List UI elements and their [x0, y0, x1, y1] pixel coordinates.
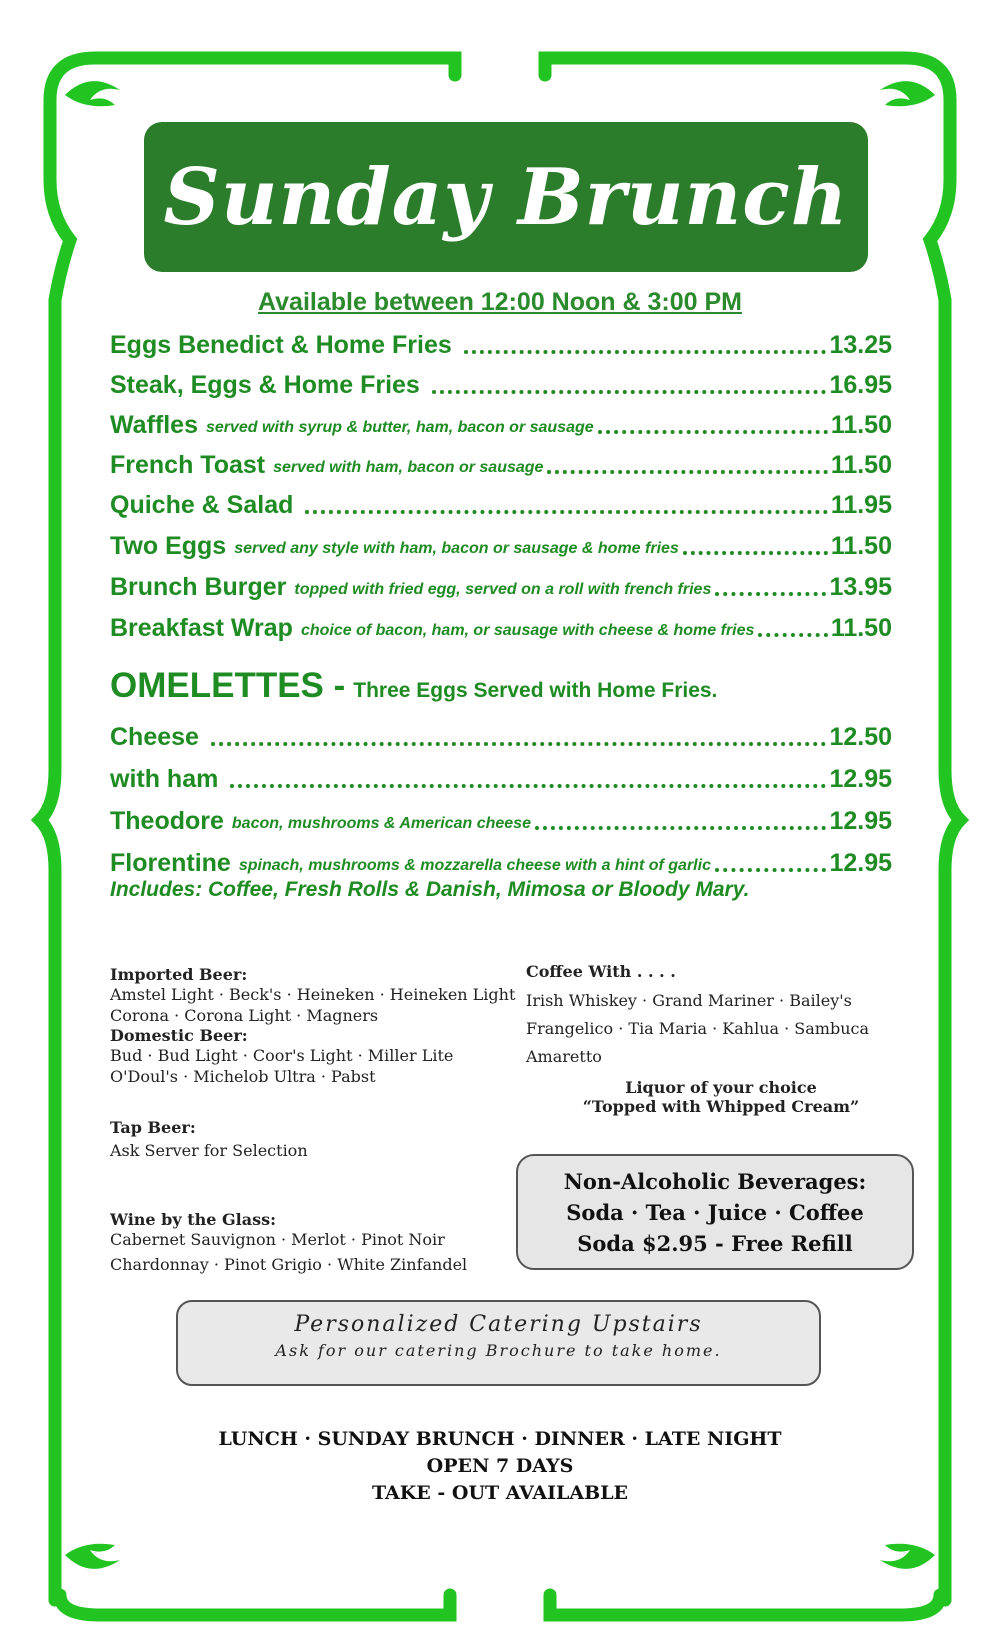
wine-section — [110, 1210, 467, 1275]
tap-beer-section — [110, 1118, 308, 1161]
imported-beer-line: Corona · Corona Light · Magners — [110, 1006, 379, 1025]
dot-leader — [535, 816, 826, 830]
menu-item-desc: topped with fried egg, served on a roll with french fries — [294, 581, 712, 598]
menu-item-price: 11.50 — [830, 451, 892, 479]
menu-item-price: 11.50 — [830, 532, 892, 560]
liquor-line: “Topped with Whipped Cream” — [582, 1097, 860, 1116]
omelettes-title: OMELETTES - — [110, 666, 346, 705]
menu-item — [110, 562, 892, 602]
menu-item-name: Brunch Burger — [110, 573, 287, 601]
menu-item-price: 12.50 — [829, 723, 892, 751]
non-alcoholic-box — [516, 1154, 914, 1270]
menu-item — [110, 480, 892, 520]
catering-box — [176, 1300, 821, 1386]
footer-open-line: OPEN 7 DAYS — [426, 1455, 574, 1477]
menu-item-name: Waffles — [110, 411, 198, 439]
coffee-with-line: Frangelico · Tia Maria · Kahlua · Sambuca — [526, 1019, 870, 1038]
dot-leader — [305, 500, 827, 514]
tap-beer-line: Ask Server for Selection — [110, 1141, 308, 1160]
menu-item-price: 13.25 — [829, 331, 892, 359]
menu-item-desc: served with syrup & butter, ham, bacon or sausage — [205, 419, 594, 436]
non-alcoholic-line: Soda $2.95 - Free Refill — [577, 1231, 853, 1256]
menu-item-price: 11.50 — [830, 411, 892, 439]
imported-beer-heading: Imported Beer: — [110, 965, 248, 984]
menu-item-price: 12.95 — [829, 849, 892, 877]
dot-leader — [598, 420, 828, 434]
dot-leader — [464, 340, 827, 354]
menu-item — [110, 400, 892, 440]
dot-leader — [683, 541, 828, 555]
menu-item-name: Quiche & Salad — [110, 491, 294, 519]
menu-item-name: Steak, Eggs & Home Fries — [110, 371, 420, 399]
wine-line: Cabernet Sauvignon · Merlot · Pinot Noir — [110, 1230, 445, 1249]
dot-leader — [547, 460, 827, 474]
menu-item — [110, 320, 892, 360]
menu-item-desc: choice of bacon, ham, or sausage with cheese & home fries — [300, 622, 755, 639]
imported-beer-line: Amstel Light · Beck's · Heineken · Heineken Light — [110, 985, 516, 1004]
availability-note: Available between 12:00 Noon & 3:00 PM — [258, 288, 742, 316]
wine-heading: Wine by the Glass: — [110, 1210, 277, 1229]
menu-item-price: 13.95 — [829, 573, 892, 601]
omelettes-heading — [110, 666, 717, 706]
page-title: Sunday Brunch — [163, 151, 849, 243]
menu-item-name: Cheese — [110, 723, 199, 751]
menu-item-price: 11.95 — [830, 491, 892, 519]
menu-item-name: French Toast — [110, 451, 266, 479]
menu-item-name: Florentine — [110, 849, 231, 877]
catering-subtitle: Ask for our catering Brochure to take home. — [275, 1341, 722, 1360]
domestic-beer-heading: Domestic Beer: — [110, 1026, 248, 1045]
footer-takeout-line: TAKE - OUT AVAILABLE — [371, 1482, 629, 1504]
dot-leader — [715, 858, 826, 872]
menu-item-name: Eggs Benedict & Home Fries — [110, 331, 452, 359]
menu-item-name: with ham — [110, 765, 219, 793]
footer-hours-line: LUNCH · SUNDAY BRUNCH · DINNER · LATE NIGHT — [218, 1428, 782, 1450]
dot-leader — [230, 774, 826, 788]
non-alcoholic-line: Soda · Tea · Juice · Coffee — [566, 1200, 864, 1225]
liquor-note — [526, 1078, 916, 1116]
menu-item — [110, 838, 892, 878]
imported-beer-section — [110, 965, 515, 1087]
menu-item-price: 16.95 — [829, 371, 892, 399]
coffee-with-heading: Coffee With . . . . — [526, 962, 676, 981]
omelettes-subtitle: Three Eggs Served with Home Fries. — [353, 679, 718, 702]
menu-item — [110, 712, 892, 752]
coffee-with-line: Amaretto — [526, 1047, 602, 1066]
menu-item-desc: bacon, mushrooms & American cheese — [231, 815, 531, 832]
domestic-beer-line: Bud · Bud Light · Coor's Light · Miller Lite — [110, 1046, 454, 1065]
tap-beer-heading: Tap Beer: — [110, 1118, 196, 1137]
menu-item — [110, 796, 892, 836]
menu-item-name: Breakfast Wrap — [110, 614, 293, 642]
menu-item — [110, 521, 892, 561]
menu-item-name: Theodore — [110, 807, 224, 835]
coffee-with-line: Irish Whiskey · Grand Mariner · Bailey's — [526, 991, 852, 1010]
includes-note: Includes: Coffee, Fresh Rolls & Danish, Mimosa or Bloody Mary. — [110, 878, 750, 901]
menu-item — [110, 603, 892, 643]
dot-leader — [715, 582, 826, 596]
coffee-with-section — [526, 962, 869, 1071]
menu-item-price: 12.95 — [829, 807, 892, 835]
menu-item — [110, 360, 892, 400]
menu-item-desc: served with ham, bacon or sausage — [273, 459, 544, 476]
menu-item — [110, 754, 892, 794]
menu-item-price: 11.50 — [830, 614, 892, 642]
menu-item-desc: spinach, mushrooms & mozzarella cheese with a hint of garlic — [238, 857, 711, 874]
dot-leader — [211, 732, 826, 746]
dot-leader — [432, 380, 827, 394]
wine-line: Chardonnay · Pinot Grigio · White Zinfandel — [110, 1255, 468, 1274]
liquor-line: Liquor of your choice — [625, 1078, 817, 1097]
menu-item — [110, 440, 892, 480]
dot-leader — [758, 623, 827, 637]
domestic-beer-line: O'Doul's · Michelob Ultra · Pabst — [110, 1067, 376, 1086]
title-banner — [144, 122, 868, 272]
footer — [0, 1426, 1000, 1507]
menu-item-name: Two Eggs — [110, 532, 227, 560]
menu-item-desc: served any style with ham, bacon or sausage & home fries — [234, 540, 679, 557]
menu-item-price: 12.95 — [829, 765, 892, 793]
catering-title: Personalized Catering Upstairs — [294, 1312, 703, 1337]
non-alcoholic-heading: Non-Alcoholic Beverages: — [563, 1169, 867, 1194]
